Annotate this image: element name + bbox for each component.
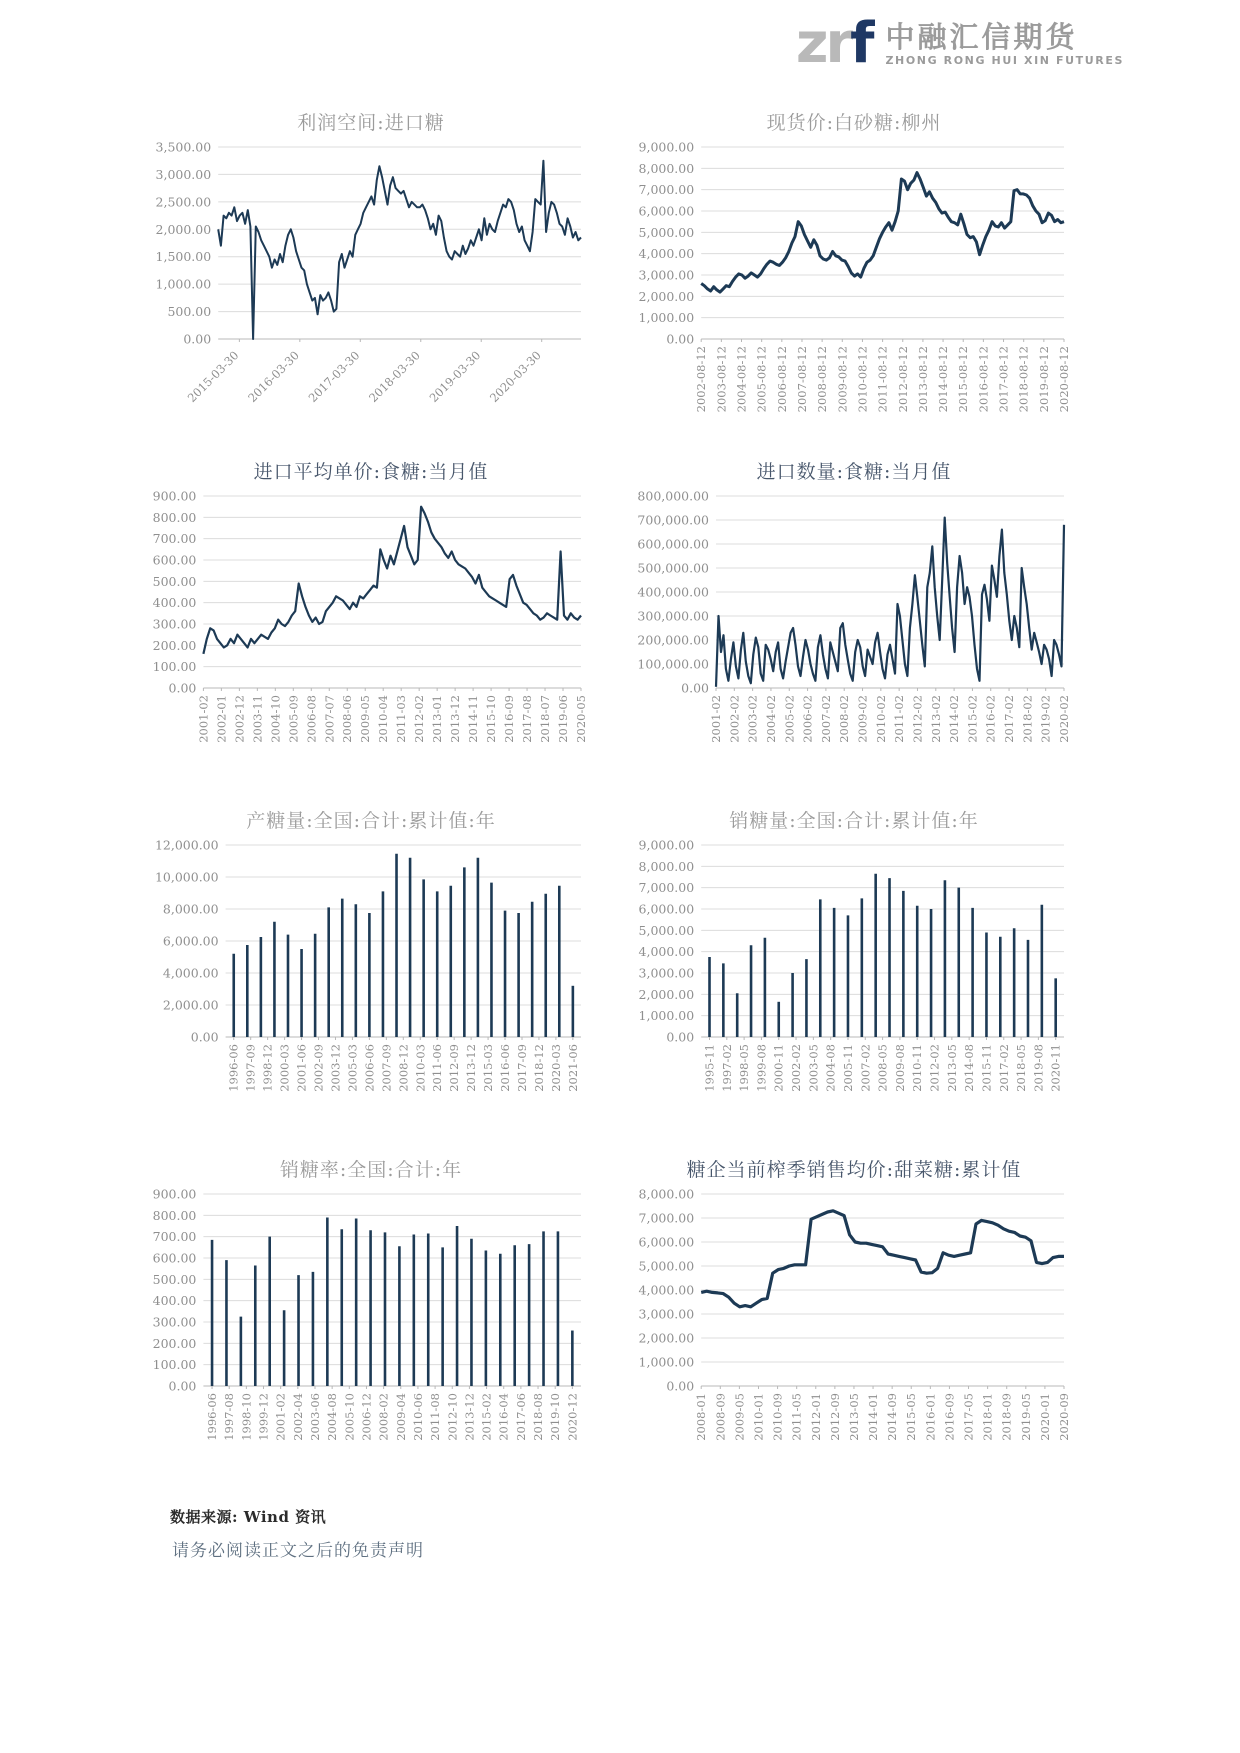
svg-text:2005-03: 2005-03 [345,1044,360,1092]
svg-text:2008-12: 2008-12 [396,1044,411,1092]
svg-text:2012-09: 2012-09 [827,1393,842,1441]
company-logo [795,11,1124,76]
svg-text:1,500.00: 1,500.00 [155,249,212,265]
svg-text:2006-12: 2006-12 [359,1393,374,1441]
svg-text:2016-08-12: 2016-08-12 [976,346,991,413]
svg-text:2010-03: 2010-03 [413,1044,428,1092]
svg-text:3,000.00: 3,000.00 [155,166,212,182]
svg-text:2001-02: 2001-02 [709,695,723,743]
logo-zrf-mark [795,11,872,76]
svg-text:400,000.00: 400,000.00 [637,584,709,600]
svg-text:2018-01: 2018-01 [980,1393,995,1441]
svg-text:2011-05: 2011-05 [789,1393,804,1441]
svg-text:2010-08-12: 2010-08-12 [855,346,870,413]
svg-text:2020-03-30: 2020-03-30 [487,348,544,406]
svg-text:2013-05: 2013-05 [846,1393,861,1441]
svg-text:1998-12: 1998-12 [260,1044,275,1092]
svg-text:2,000.00: 2,000.00 [638,986,695,1002]
svg-text:2015-03-30: 2015-03-30 [184,348,242,406]
svg-text:2015-05: 2015-05 [904,1393,919,1441]
svg-text:2004-08-12: 2004-08-12 [734,346,749,413]
chart-canvas-line [628,139,1071,423]
svg-text:4,000.00: 4,000.00 [638,246,695,262]
svg-text:100.00: 100.00 [152,659,197,675]
svg-text:2019-02: 2019-02 [1038,695,1053,743]
svg-text:7,000.00: 7,000.00 [638,880,695,896]
svg-text:2016-01: 2016-01 [923,1393,938,1441]
svg-text:2015-11: 2015-11 [979,1044,994,1092]
chart-title: 销糖率:全国:合计:年 [279,1159,463,1181]
svg-text:0.00: 0.00 [183,331,212,347]
svg-text:600,000.00: 600,000.00 [637,536,709,552]
svg-text:5,000.00: 5,000.00 [638,922,695,938]
svg-text:2013-02: 2013-02 [928,695,943,743]
svg-text:2008-08-12: 2008-08-12 [815,346,830,413]
svg-text:2002-01: 2002-01 [214,695,229,743]
svg-text:2017-09: 2017-09 [514,1044,529,1092]
svg-text:7,000.00: 7,000.00 [638,182,695,198]
svg-text:2020-11: 2020-11 [1048,1044,1063,1092]
svg-text:0.00: 0.00 [190,1029,219,1045]
chart-canvas-bar [145,837,585,1121]
svg-text:400.00: 400.00 [152,595,197,611]
svg-text:2010-06: 2010-06 [410,1393,425,1441]
svg-text:2010-11: 2010-11 [910,1044,925,1092]
svg-text:2011-02: 2011-02 [892,695,907,743]
data-source-note: 数据来源: Wind 资讯 [170,1508,327,1526]
svg-text:900.00: 900.00 [152,1186,197,1202]
company-name-cn: 中融汇信期货 [885,20,1078,54]
svg-text:500.00: 500.00 [167,304,212,320]
svg-text:2003-12: 2003-12 [328,1044,343,1092]
svg-text:2014-08: 2014-08 [962,1044,977,1092]
svg-text:2009-08-12: 2009-08-12 [835,346,850,413]
svg-text:0.00: 0.00 [168,680,197,696]
svg-text:2020-09: 2020-09 [1057,1393,1071,1441]
svg-text:8,000.00: 8,000.00 [638,160,695,176]
svg-text:2013-08-12: 2013-08-12 [915,346,930,413]
svg-text:0.00: 0.00 [168,1378,197,1394]
svg-text:2015-10: 2015-10 [484,695,499,743]
chart-sugar-sales-rate [145,1145,597,1494]
svg-text:1998-05: 1998-05 [737,1044,752,1092]
svg-text:2010-02: 2010-02 [873,695,888,743]
svg-text:2017-06: 2017-06 [513,1393,528,1441]
svg-text:200.00: 200.00 [152,1335,197,1351]
svg-text:2009-05: 2009-05 [732,1393,747,1441]
svg-text:200,000.00: 200,000.00 [637,632,709,648]
svg-text:2008-06: 2008-06 [340,695,355,743]
chart-import-sugar-profit [145,98,597,447]
svg-text:2012-02: 2012-02 [412,695,427,743]
chart-import-avg-unit-price [145,447,597,796]
svg-text:2003-11: 2003-11 [250,695,265,743]
chart-spot-price-white-sugar-liuzhou [628,98,1080,447]
svg-text:2007-07: 2007-07 [322,695,337,743]
svg-text:2005-09: 2005-09 [286,695,301,743]
svg-text:1,000.00: 1,000.00 [638,310,695,326]
svg-text:10,000.00: 10,000.00 [154,869,219,885]
chart-title: 现货价:白砂糖:柳州 [766,112,942,134]
logo-names [885,20,1124,68]
svg-text:1999-12: 1999-12 [256,1393,271,1441]
svg-text:2002-09: 2002-09 [311,1044,326,1092]
svg-text:2002-04: 2002-04 [290,1393,305,1441]
svg-text:2017-02: 2017-02 [996,1044,1011,1092]
svg-text:2015-08-12: 2015-08-12 [956,346,971,413]
svg-text:2002-02: 2002-02 [789,1044,804,1092]
svg-text:2016-03-30: 2016-03-30 [245,348,302,406]
svg-text:2012-02: 2012-02 [927,1044,942,1092]
svg-text:2004-08: 2004-08 [325,1393,340,1441]
svg-text:2008-02: 2008-02 [376,1393,391,1441]
svg-text:0.00: 0.00 [666,1029,695,1045]
svg-text:2,000.00: 2,000.00 [638,288,695,304]
svg-text:2018-08: 2018-08 [531,1393,546,1441]
svg-text:1996-06: 1996-06 [205,1393,220,1441]
svg-text:2019-05: 2019-05 [1018,1393,1033,1441]
svg-text:2018-02: 2018-02 [1020,695,1035,743]
svg-text:2007-02: 2007-02 [858,1044,873,1092]
svg-text:2005-10: 2005-10 [342,1393,357,1441]
svg-text:3,000.00: 3,000.00 [638,1306,695,1322]
svg-text:2020-02: 2020-02 [1057,695,1071,743]
chart-title: 利润空间:进口糖 [297,112,445,134]
svg-text:6,000.00: 6,000.00 [638,203,695,219]
svg-text:0.00: 0.00 [681,680,709,696]
svg-text:2013-05: 2013-05 [944,1044,959,1092]
svg-text:2006-06: 2006-06 [362,1044,377,1092]
svg-text:700.00: 700.00 [152,1229,197,1245]
svg-text:2000-11: 2000-11 [771,1044,786,1092]
svg-text:2,000.00: 2,000.00 [155,221,212,237]
chart-beet-sugar-avg-sale-price [628,1145,1080,1494]
svg-text:2004-10: 2004-10 [268,695,283,743]
svg-text:2018-03-30: 2018-03-30 [366,348,423,406]
svg-text:500.00: 500.00 [152,573,197,589]
svg-text:4,000.00: 4,000.00 [638,1282,695,1298]
svg-text:1,000.00: 1,000.00 [155,276,212,292]
svg-text:8,000.00: 8,000.00 [638,858,695,874]
svg-text:500,000.00: 500,000.00 [637,560,709,576]
chart-sugar-sales-cumulative [628,796,1080,1145]
svg-text:800.00: 800.00 [152,1207,197,1223]
svg-text:0.00: 0.00 [666,1378,695,1394]
svg-text:2013-12: 2013-12 [462,1393,477,1441]
svg-text:8,000.00: 8,000.00 [638,1186,695,1202]
svg-text:6,000.00: 6,000.00 [162,933,219,949]
svg-text:2015-02: 2015-02 [479,1393,494,1441]
svg-text:0.00: 0.00 [666,331,695,347]
svg-text:2007-08-12: 2007-08-12 [794,346,809,413]
svg-text:2016-06: 2016-06 [498,1044,513,1092]
svg-text:2001-02: 2001-02 [273,1393,288,1441]
svg-text:2011-03: 2011-03 [394,695,409,743]
svg-text:2017-03-30: 2017-03-30 [305,348,363,406]
svg-text:2011-08-12: 2011-08-12 [875,346,890,413]
svg-text:2005-11: 2005-11 [840,1044,855,1092]
svg-text:3,000.00: 3,000.00 [638,267,695,283]
svg-text:2012-02: 2012-02 [910,695,925,743]
svg-text:2006-08: 2006-08 [304,695,319,743]
svg-text:2002-02: 2002-02 [727,695,742,743]
svg-text:700,000.00: 700,000.00 [637,512,709,528]
svg-text:2002-08-12: 2002-08-12 [694,346,709,413]
svg-text:600.00: 600.00 [152,1250,197,1266]
svg-text:2001-02: 2001-02 [196,695,211,743]
svg-text:2020-05: 2020-05 [574,695,588,743]
svg-text:2010-09: 2010-09 [770,1393,785,1441]
svg-text:2019-10: 2019-10 [548,1393,563,1441]
svg-text:3,000.00: 3,000.00 [638,965,695,981]
svg-text:7,000.00: 7,000.00 [638,1210,695,1226]
svg-text:700.00: 700.00 [152,531,197,547]
svg-text:300.00: 300.00 [152,1314,197,1330]
chart-canvas-line [628,488,1071,772]
company-name-en: ZHONG RONG HUI XIN FUTURES [885,54,1124,67]
svg-text:2015-02: 2015-02 [965,695,980,743]
svg-text:2014-01: 2014-01 [866,1393,881,1441]
svg-text:2018-05: 2018-05 [1014,1044,1029,1092]
svg-text:2014-11: 2014-11 [466,695,481,743]
svg-text:2014-08-12: 2014-08-12 [936,346,951,413]
svg-text:2018-08-12: 2018-08-12 [1016,346,1031,413]
svg-text:2007-02: 2007-02 [818,695,833,743]
svg-text:2014-09: 2014-09 [885,1393,900,1441]
svg-text:2013-12: 2013-12 [464,1044,479,1092]
svg-text:9,000.00: 9,000.00 [638,139,695,155]
svg-text:12,000.00: 12,000.00 [154,837,219,853]
disclaimer-note: 请务必阅读正文之后的免责声明 [172,1541,424,1561]
svg-text:2011-06: 2011-06 [430,1044,445,1092]
svg-text:1,000.00: 1,000.00 [638,1354,695,1370]
svg-text:2000-03: 2000-03 [277,1044,292,1092]
svg-text:2008-09: 2008-09 [713,1393,728,1441]
svg-text:2012-01: 2012-01 [808,1393,823,1441]
svg-text:2009-05: 2009-05 [358,695,373,743]
svg-text:2004-08: 2004-08 [823,1044,838,1092]
svg-text:2003-06: 2003-06 [307,1393,322,1441]
chart-title: 进口平均单价:食糖:当月值 [253,461,489,483]
svg-text:2016-04: 2016-04 [496,1393,511,1441]
svg-text:2017-08: 2017-08 [520,695,535,743]
svg-text:3,500.00: 3,500.00 [155,139,212,155]
chart-canvas-line [145,139,585,405]
chart-sugar-production-cumulative [145,796,597,1145]
svg-text:2006-02: 2006-02 [800,695,815,743]
svg-text:2018-07: 2018-07 [538,695,553,743]
svg-text:1996-06: 1996-06 [226,1044,241,1092]
svg-text:2013-12: 2013-12 [448,695,463,743]
svg-text:800,000.00: 800,000.00 [637,488,709,504]
svg-text:400.00: 400.00 [152,1293,197,1309]
svg-text:6,000.00: 6,000.00 [638,901,695,917]
svg-text:2017-02: 2017-02 [1002,695,1017,743]
svg-text:2011-08: 2011-08 [428,1393,443,1441]
chart-title: 糖企当前榨季销售均价:甜菜糖:累计值 [686,1159,1022,1181]
svg-text:300.00: 300.00 [152,616,197,632]
svg-text:2007-09: 2007-09 [379,1044,394,1092]
chart-canvas-bar [145,1186,585,1470]
svg-text:2003-02: 2003-02 [745,695,760,743]
chart-import-quantity [628,447,1080,796]
svg-text:2003-05: 2003-05 [806,1044,821,1092]
svg-text:2018-09: 2018-09 [999,1393,1014,1441]
svg-text:1997-08: 1997-08 [222,1393,237,1441]
svg-text:2015-03: 2015-03 [481,1044,496,1092]
svg-text:2016-02: 2016-02 [983,695,998,743]
chart-canvas-line [145,488,588,772]
svg-text:2,000.00: 2,000.00 [638,1330,695,1346]
chart-title: 产糖量:全国:合计:累计值:年 [246,810,496,832]
svg-text:2008-05: 2008-05 [875,1044,890,1092]
svg-text:2020-12: 2020-12 [565,1393,580,1441]
svg-text:2010-04: 2010-04 [376,695,391,743]
svg-text:2012-08-12: 2012-08-12 [895,346,910,413]
svg-text:2012-09: 2012-09 [447,1044,462,1092]
svg-text:2010-01: 2010-01 [751,1393,766,1441]
svg-text:2018-12: 2018-12 [531,1044,546,1092]
svg-text:2019-03-30: 2019-03-30 [426,348,484,406]
svg-text:5,000.00: 5,000.00 [638,224,695,240]
svg-text:2001-06: 2001-06 [294,1044,309,1092]
svg-text:2020-03: 2020-03 [548,1044,563,1092]
svg-text:600.00: 600.00 [152,552,197,568]
logo-f-text: f [850,11,872,76]
svg-text:2016-09: 2016-09 [502,695,517,743]
svg-text:2013-01: 2013-01 [430,695,445,743]
svg-text:2019-08: 2019-08 [1031,1044,1046,1092]
svg-text:1998-10: 1998-10 [239,1393,254,1441]
svg-text:900.00: 900.00 [152,488,197,504]
charts-grid [145,98,1080,1494]
svg-text:2003-08-12: 2003-08-12 [714,346,729,413]
svg-text:2009-04: 2009-04 [393,1393,408,1441]
svg-text:2017-08-12: 2017-08-12 [996,346,1011,413]
logo-zr-text: zr [795,11,851,76]
svg-text:2009-08: 2009-08 [892,1044,907,1092]
chart-canvas-line [628,1186,1071,1470]
chart-title: 销糖量:全国:合计:累计值:年 [729,810,979,832]
svg-text:2005-08-12: 2005-08-12 [754,346,769,413]
svg-text:2009-02: 2009-02 [855,695,870,743]
svg-text:2012-10: 2012-10 [445,1393,460,1441]
svg-text:2008-01: 2008-01 [694,1393,709,1441]
svg-text:100.00: 100.00 [152,1357,197,1373]
svg-text:1995-11: 1995-11 [702,1044,717,1092]
svg-text:1,000.00: 1,000.00 [638,1008,695,1024]
svg-text:6,000.00: 6,000.00 [638,1234,695,1250]
svg-text:2,000.00: 2,000.00 [162,997,219,1013]
svg-text:300,000.00: 300,000.00 [637,608,709,624]
svg-text:2005-02: 2005-02 [782,695,797,743]
svg-text:2,500.00: 2,500.00 [155,194,212,210]
svg-text:2021-06: 2021-06 [565,1044,580,1092]
svg-text:8,000.00: 8,000.00 [162,901,219,917]
svg-text:200.00: 200.00 [152,637,197,653]
svg-text:2006-08-12: 2006-08-12 [774,346,789,413]
svg-text:4,000.00: 4,000.00 [162,965,219,981]
svg-text:2020-01: 2020-01 [1037,1393,1052,1441]
svg-text:2004-02: 2004-02 [763,695,778,743]
svg-text:2017-05: 2017-05 [961,1393,976,1441]
page-footer [170,1506,424,1561]
chart-canvas-bar [628,837,1068,1121]
svg-text:2016-09: 2016-09 [942,1393,957,1441]
svg-text:2019-08-12: 2019-08-12 [1036,346,1051,413]
svg-text:500.00: 500.00 [152,1271,197,1287]
svg-text:2002-12: 2002-12 [232,695,247,743]
svg-text:1997-02: 1997-02 [719,1044,734,1092]
svg-text:1999-08: 1999-08 [754,1044,769,1092]
svg-text:5,000.00: 5,000.00 [638,1258,695,1274]
svg-text:2019-06: 2019-06 [556,695,571,743]
svg-text:1997-09: 1997-09 [243,1044,258,1092]
svg-text:2008-02: 2008-02 [837,695,852,743]
svg-text:100,000.00: 100,000.00 [637,656,709,672]
svg-text:800.00: 800.00 [152,509,197,525]
svg-text:9,000.00: 9,000.00 [638,837,695,853]
svg-text:2014-02: 2014-02 [947,695,962,743]
chart-title: 进口数量:食糖:当月值 [756,461,952,483]
svg-text:2020-08-12: 2020-08-12 [1057,346,1071,413]
svg-text:4,000.00: 4,000.00 [638,944,695,960]
